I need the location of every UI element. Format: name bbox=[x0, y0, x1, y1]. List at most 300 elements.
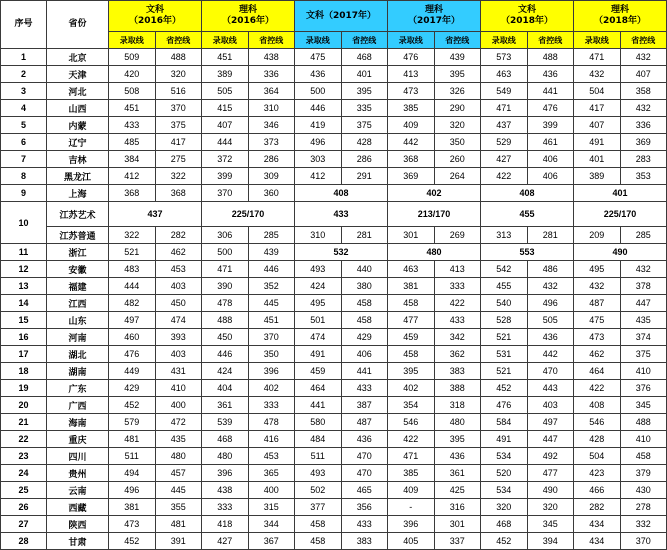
score-cell: 444 bbox=[109, 278, 156, 295]
row-province: 黑龙江 bbox=[47, 168, 109, 185]
score-cell: 309 bbox=[248, 168, 295, 185]
score-cell: 427 bbox=[202, 533, 249, 550]
score-cell: 417 bbox=[155, 134, 202, 151]
row-province: 四川 bbox=[47, 448, 109, 465]
score-cell: 473 bbox=[109, 516, 156, 533]
score-cell: 285 bbox=[248, 227, 295, 244]
score-cell: 387 bbox=[341, 397, 388, 414]
score-cell: 493 bbox=[295, 465, 342, 482]
score-cell: 407 bbox=[574, 117, 621, 134]
score-cell: 457 bbox=[155, 465, 202, 482]
score-cell: 283 bbox=[620, 151, 667, 168]
score-cell: 385 bbox=[388, 100, 435, 117]
score-cell: 320 bbox=[481, 499, 528, 516]
score-cell: 453 bbox=[155, 261, 202, 278]
merged-score: 408 bbox=[481, 185, 574, 202]
score-cell: 322 bbox=[109, 227, 156, 244]
score-cell: 451 bbox=[109, 100, 156, 117]
score-cell: 430 bbox=[620, 482, 667, 499]
table-row bbox=[1, 397, 667, 414]
score-cell: 497 bbox=[527, 414, 574, 431]
row-province: 上海 bbox=[47, 185, 109, 202]
table-row bbox=[1, 49, 667, 66]
merged-score: 433 bbox=[295, 202, 388, 227]
score-cell: 403 bbox=[527, 397, 574, 414]
row-seq: 25 bbox=[1, 482, 47, 499]
score-cell: 520 bbox=[481, 465, 528, 482]
score-cell: 406 bbox=[527, 151, 574, 168]
score-cell: 368 bbox=[155, 185, 202, 202]
score-cell: 436 bbox=[341, 431, 388, 448]
score-cell: 282 bbox=[155, 227, 202, 244]
subheader-admit: 录取线 bbox=[295, 32, 342, 49]
score-cell: 521 bbox=[481, 363, 528, 380]
score-cell: 442 bbox=[388, 134, 435, 151]
merged-score: 532 bbox=[295, 244, 388, 261]
score-cell: 375 bbox=[341, 117, 388, 134]
row-province: 山东 bbox=[47, 312, 109, 329]
score-cell: 492 bbox=[527, 448, 574, 465]
score-cell: 301 bbox=[388, 227, 435, 244]
score-cell: 353 bbox=[620, 168, 667, 185]
score-cell: 427 bbox=[481, 151, 528, 168]
score-cell: 396 bbox=[202, 465, 249, 482]
merged-score: 402 bbox=[388, 185, 481, 202]
score-cell: 336 bbox=[620, 117, 667, 134]
score-cell: 378 bbox=[620, 278, 667, 295]
score-cell: 480 bbox=[202, 448, 249, 465]
score-cell: 471 bbox=[202, 261, 249, 278]
score-cell: 488 bbox=[155, 49, 202, 66]
score-cell: 495 bbox=[574, 261, 621, 278]
score-cell: 432 bbox=[574, 66, 621, 83]
score-cell: 463 bbox=[481, 66, 528, 83]
score-cell: 439 bbox=[434, 49, 481, 66]
merged-score: 213/170 bbox=[388, 202, 481, 227]
table-row bbox=[1, 83, 667, 100]
score-cell: 412 bbox=[295, 168, 342, 185]
score-cell: 400 bbox=[248, 482, 295, 499]
score-cell: 278 bbox=[620, 499, 667, 516]
score-cell: 404 bbox=[202, 380, 249, 397]
row-province: 贵州 bbox=[47, 465, 109, 482]
score-cell: 494 bbox=[109, 465, 156, 482]
score-cell: 516 bbox=[155, 83, 202, 100]
subheader-control: 省控线 bbox=[155, 32, 202, 49]
score-cell: 472 bbox=[155, 414, 202, 431]
score-cell: 442 bbox=[527, 346, 574, 363]
score-cell: 390 bbox=[202, 278, 249, 295]
row-province: 江西 bbox=[47, 295, 109, 312]
score-cell: 354 bbox=[388, 397, 435, 414]
row-province: 江苏普通 bbox=[47, 227, 109, 244]
score-cell: 344 bbox=[248, 516, 295, 533]
score-cell: 315 bbox=[248, 499, 295, 516]
row-province: 陕西 bbox=[47, 516, 109, 533]
score-cell: 488 bbox=[202, 312, 249, 329]
subheader-admit: 录取线 bbox=[202, 32, 249, 49]
score-cell: 491 bbox=[481, 431, 528, 448]
score-cell: 422 bbox=[434, 295, 481, 312]
score-cell: - bbox=[388, 499, 435, 516]
score-cell: 542 bbox=[481, 261, 528, 278]
score-cell: 405 bbox=[388, 533, 435, 550]
row-seq: 1 bbox=[1, 49, 47, 66]
score-cell: 286 bbox=[248, 151, 295, 168]
row-seq: 19 bbox=[1, 380, 47, 397]
score-cell: 433 bbox=[434, 312, 481, 329]
score-cell: 379 bbox=[620, 465, 667, 482]
score-cell: 358 bbox=[620, 83, 667, 100]
header-group-arts-2016 bbox=[109, 1, 202, 32]
score-cell: 461 bbox=[527, 134, 574, 151]
score-cell: 471 bbox=[481, 100, 528, 117]
subheader-control: 省控线 bbox=[620, 32, 667, 49]
score-cell: 377 bbox=[295, 499, 342, 516]
score-cell: 437 bbox=[481, 117, 528, 134]
score-cell: 488 bbox=[527, 49, 574, 66]
subheader-admit: 录取线 bbox=[481, 32, 528, 49]
score-cell: 509 bbox=[109, 49, 156, 66]
score-cell: 395 bbox=[434, 431, 481, 448]
row-seq: 10 bbox=[1, 202, 47, 244]
subheader-admit: 录取线 bbox=[109, 32, 156, 49]
table-row bbox=[1, 363, 667, 380]
score-cell: 531 bbox=[481, 346, 528, 363]
score-cell: 310 bbox=[295, 227, 342, 244]
row-province: 浙江 bbox=[47, 244, 109, 261]
score-cell: 483 bbox=[109, 261, 156, 278]
score-cell: 372 bbox=[202, 151, 249, 168]
row-seq: 26 bbox=[1, 499, 47, 516]
score-cell: 424 bbox=[295, 278, 342, 295]
score-cell: 460 bbox=[109, 329, 156, 346]
score-cell: 333 bbox=[202, 499, 249, 516]
score-cell: 396 bbox=[388, 516, 435, 533]
score-cell: 534 bbox=[481, 448, 528, 465]
score-cell: 446 bbox=[248, 261, 295, 278]
score-cell: 529 bbox=[481, 134, 528, 151]
score-cell: 342 bbox=[434, 329, 481, 346]
score-cell: 407 bbox=[202, 117, 249, 134]
score-cell: 490 bbox=[527, 482, 574, 499]
score-cell: 473 bbox=[388, 83, 435, 100]
score-cell: 380 bbox=[341, 278, 388, 295]
score-cell: 466 bbox=[574, 482, 621, 499]
row-seq: 9 bbox=[1, 185, 47, 202]
row-seq: 13 bbox=[1, 278, 47, 295]
score-cell: 470 bbox=[341, 465, 388, 482]
header-group-arts-2017 bbox=[295, 1, 388, 32]
row-province: 山西 bbox=[47, 100, 109, 117]
header-group-science-2016 bbox=[202, 1, 295, 32]
row-province: 广东 bbox=[47, 380, 109, 397]
table-row bbox=[1, 448, 667, 465]
score-cell: 496 bbox=[109, 482, 156, 499]
row-seq: 24 bbox=[1, 465, 47, 482]
score-cell: 477 bbox=[388, 312, 435, 329]
score-cell: 402 bbox=[248, 380, 295, 397]
score-cell: 496 bbox=[527, 295, 574, 312]
table-row bbox=[1, 117, 667, 134]
score-cell: 384 bbox=[109, 151, 156, 168]
score-cell: 432 bbox=[574, 278, 621, 295]
score-cell: 579 bbox=[109, 414, 156, 431]
score-cell: 375 bbox=[155, 117, 202, 134]
subheader-control: 省控线 bbox=[341, 32, 388, 49]
score-cell: 395 bbox=[341, 83, 388, 100]
header-group-line2: （2018年） bbox=[500, 16, 554, 26]
score-cell: 435 bbox=[620, 312, 667, 329]
score-cell: 491 bbox=[574, 134, 621, 151]
table-row bbox=[1, 414, 667, 431]
score-cell: 468 bbox=[202, 431, 249, 448]
table-row bbox=[1, 312, 667, 329]
score-cell: 361 bbox=[202, 397, 249, 414]
merged-score: 553 bbox=[481, 244, 574, 261]
score-cell: 425 bbox=[434, 482, 481, 499]
score-cell: 409 bbox=[388, 117, 435, 134]
table-row bbox=[1, 261, 667, 278]
score-cell: 511 bbox=[109, 448, 156, 465]
score-cell: 416 bbox=[248, 431, 295, 448]
score-cell: 482 bbox=[109, 295, 156, 312]
score-cell: 487 bbox=[341, 414, 388, 431]
score-cell: 505 bbox=[202, 83, 249, 100]
score-cell: 496 bbox=[295, 134, 342, 151]
score-cell: 400 bbox=[155, 397, 202, 414]
score-cell: 396 bbox=[248, 363, 295, 380]
score-cell: 286 bbox=[341, 151, 388, 168]
score-cell: 356 bbox=[341, 499, 388, 516]
score-cell: 389 bbox=[574, 168, 621, 185]
row-province: 甘肃 bbox=[47, 533, 109, 550]
row-province: 西藏 bbox=[47, 499, 109, 516]
row-province: 吉林 bbox=[47, 151, 109, 168]
score-cell: 452 bbox=[481, 380, 528, 397]
score-cell: 406 bbox=[341, 346, 388, 363]
score-cell: 412 bbox=[109, 168, 156, 185]
score-cell: 493 bbox=[295, 261, 342, 278]
score-cell: 316 bbox=[434, 499, 481, 516]
score-cell: 383 bbox=[341, 533, 388, 550]
score-cell: 501 bbox=[295, 312, 342, 329]
score-cell: 429 bbox=[341, 329, 388, 346]
score-cell: 478 bbox=[202, 295, 249, 312]
header-group-science-2017 bbox=[388, 1, 481, 32]
table-row bbox=[1, 185, 667, 202]
score-cell: 264 bbox=[434, 168, 481, 185]
row-province: 云南 bbox=[47, 482, 109, 499]
score-cell: 369 bbox=[388, 168, 435, 185]
score-cell: 399 bbox=[527, 117, 574, 134]
score-cell: 433 bbox=[109, 117, 156, 134]
score-cell: 452 bbox=[109, 397, 156, 414]
table-row bbox=[1, 431, 667, 448]
score-cell: 455 bbox=[481, 278, 528, 295]
score-cell: 420 bbox=[109, 66, 156, 83]
score-cell: 470 bbox=[527, 363, 574, 380]
score-cell: 450 bbox=[202, 329, 249, 346]
score-cell: 459 bbox=[295, 363, 342, 380]
table-row bbox=[1, 100, 667, 117]
score-cell: 388 bbox=[434, 380, 481, 397]
score-cell: 500 bbox=[202, 244, 249, 261]
score-cell: 433 bbox=[341, 516, 388, 533]
score-cell: 368 bbox=[109, 185, 156, 202]
score-cell: 433 bbox=[341, 380, 388, 397]
header-group-line1: 理科 bbox=[238, 5, 257, 15]
header-group-line1: 文科 bbox=[145, 5, 164, 15]
score-cell: 476 bbox=[109, 346, 156, 363]
table-row bbox=[1, 346, 667, 363]
score-cell: 336 bbox=[248, 66, 295, 83]
score-cell: 458 bbox=[388, 295, 435, 312]
score-cell: 458 bbox=[341, 312, 388, 329]
score-cell: 485 bbox=[109, 134, 156, 151]
score-cell: 438 bbox=[248, 49, 295, 66]
table-row bbox=[1, 227, 667, 244]
table-row bbox=[1, 244, 667, 261]
score-cell: 361 bbox=[434, 465, 481, 482]
score-cell: 291 bbox=[341, 168, 388, 185]
table-row bbox=[1, 499, 667, 516]
subheader-control: 省控线 bbox=[248, 32, 295, 49]
score-cell: 422 bbox=[388, 431, 435, 448]
header-seq: 序号 bbox=[1, 1, 47, 49]
score-cell: 362 bbox=[434, 346, 481, 363]
score-cell: 406 bbox=[527, 168, 574, 185]
score-cell: 521 bbox=[109, 244, 156, 261]
score-cell: 401 bbox=[574, 151, 621, 168]
score-cell: 504 bbox=[574, 83, 621, 100]
score-cell: 376 bbox=[620, 380, 667, 397]
score-cell: 446 bbox=[295, 100, 342, 117]
table-row bbox=[1, 278, 667, 295]
table-row bbox=[1, 329, 667, 346]
score-cell: 452 bbox=[109, 533, 156, 550]
score-cell: 415 bbox=[202, 100, 249, 117]
score-cell: 373 bbox=[248, 134, 295, 151]
score-cell: 301 bbox=[434, 516, 481, 533]
row-seq: 4 bbox=[1, 100, 47, 117]
table-row bbox=[1, 380, 667, 397]
row-province: 江苏艺术 bbox=[47, 202, 109, 227]
score-cell: 346 bbox=[248, 117, 295, 134]
table-row bbox=[1, 295, 667, 312]
score-cell: 480 bbox=[434, 414, 481, 431]
score-cell: 468 bbox=[481, 516, 528, 533]
merged-score: 480 bbox=[388, 244, 481, 261]
score-cell: 451 bbox=[248, 312, 295, 329]
score-cell: 332 bbox=[620, 516, 667, 533]
table-row bbox=[1, 168, 667, 185]
score-cell: 424 bbox=[202, 363, 249, 380]
row-seq: 11 bbox=[1, 244, 47, 261]
row-province: 安徽 bbox=[47, 261, 109, 278]
score-cell: 446 bbox=[202, 346, 249, 363]
score-cell: 441 bbox=[341, 363, 388, 380]
score-cell: 355 bbox=[155, 499, 202, 516]
score-cell: 313 bbox=[481, 227, 528, 244]
score-cell: 500 bbox=[295, 83, 342, 100]
score-cell: 478 bbox=[248, 414, 295, 431]
score-cell: 370 bbox=[155, 100, 202, 117]
score-cell: 475 bbox=[295, 49, 342, 66]
score-cell: 423 bbox=[574, 465, 621, 482]
score-cell: 370 bbox=[248, 329, 295, 346]
score-cell: 540 bbox=[481, 295, 528, 312]
row-seq: 6 bbox=[1, 134, 47, 151]
score-cell: 447 bbox=[527, 431, 574, 448]
table-row bbox=[1, 151, 667, 168]
table-body bbox=[1, 49, 667, 550]
score-cell: 440 bbox=[341, 261, 388, 278]
score-cell: 310 bbox=[248, 100, 295, 117]
score-cell: 444 bbox=[202, 134, 249, 151]
score-cell: 458 bbox=[341, 295, 388, 312]
table-row bbox=[1, 482, 667, 499]
score-cell: 464 bbox=[574, 363, 621, 380]
score-cell: 370 bbox=[620, 533, 667, 550]
score-cell: 487 bbox=[574, 295, 621, 312]
score-cell: 410 bbox=[620, 431, 667, 448]
header-group-line2: （2017年） bbox=[407, 16, 461, 26]
score-cell: 443 bbox=[527, 380, 574, 397]
score-cell: 326 bbox=[434, 83, 481, 100]
score-cell: 474 bbox=[295, 329, 342, 346]
score-cell: 306 bbox=[202, 227, 249, 244]
score-cell: 408 bbox=[574, 397, 621, 414]
score-cell: 441 bbox=[295, 397, 342, 414]
score-cell: 549 bbox=[481, 83, 528, 100]
table-row bbox=[1, 516, 667, 533]
score-cell: 486 bbox=[527, 261, 574, 278]
score-cell: 431 bbox=[155, 363, 202, 380]
row-province: 天津 bbox=[47, 66, 109, 83]
score-cell: 389 bbox=[202, 66, 249, 83]
score-cell: 395 bbox=[388, 363, 435, 380]
score-cell: 409 bbox=[388, 482, 435, 499]
merged-score: 225/170 bbox=[202, 202, 295, 227]
score-cell: 470 bbox=[341, 448, 388, 465]
row-seq: 20 bbox=[1, 397, 47, 414]
score-cell: 260 bbox=[434, 151, 481, 168]
score-cell: 480 bbox=[155, 448, 202, 465]
score-cell: 429 bbox=[109, 380, 156, 397]
score-cell: 333 bbox=[248, 397, 295, 414]
score-cell: 453 bbox=[248, 448, 295, 465]
score-cell: 434 bbox=[574, 533, 621, 550]
score-cell: 573 bbox=[481, 49, 528, 66]
score-cell: 477 bbox=[527, 465, 574, 482]
header-group-line2: （2018年） bbox=[593, 16, 647, 26]
score-cell: 352 bbox=[248, 278, 295, 295]
score-cell: 495 bbox=[295, 295, 342, 312]
row-province: 广西 bbox=[47, 397, 109, 414]
score-cell: 428 bbox=[574, 431, 621, 448]
score-cell: 584 bbox=[481, 414, 528, 431]
score-cell: 502 bbox=[295, 482, 342, 499]
row-province: 福建 bbox=[47, 278, 109, 295]
score-cell: 368 bbox=[388, 151, 435, 168]
row-province: 湖南 bbox=[47, 363, 109, 380]
score-cell: 504 bbox=[574, 448, 621, 465]
score-cell: 491 bbox=[295, 346, 342, 363]
table-row bbox=[1, 202, 667, 227]
score-cell: 410 bbox=[620, 363, 667, 380]
score-cell: 475 bbox=[574, 312, 621, 329]
